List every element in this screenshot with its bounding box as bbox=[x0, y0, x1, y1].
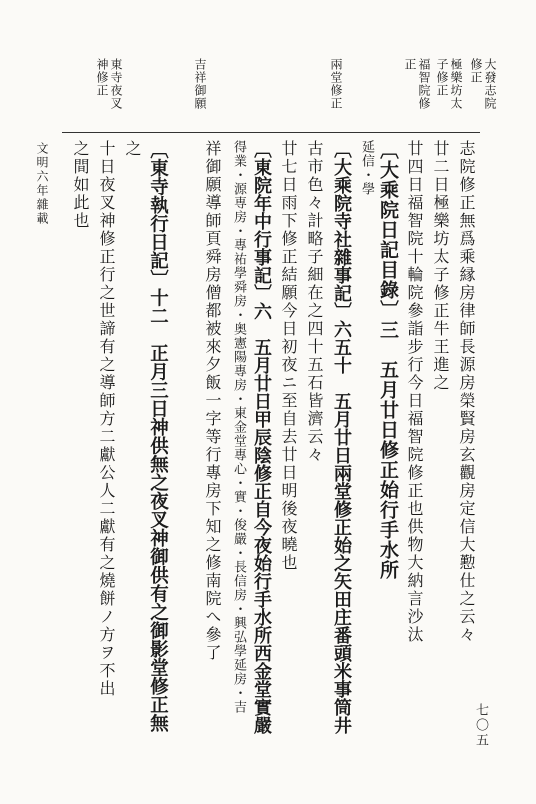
margin-header: 子修正 bbox=[435, 58, 449, 97]
margin-header: 極樂坊太 bbox=[449, 58, 463, 110]
margin-header: 福智院修 bbox=[417, 58, 431, 110]
text-column: 〔東院年中行事記〕六 五月廿日甲辰陰修正自今夜始行手水所西金堂實嚴 bbox=[251, 140, 272, 734]
text-column: 志院修正無爲乘縁房律師長源房榮賢房玄觀房定信大懃仕之云々 bbox=[457, 140, 476, 644]
text-column: 十日夜叉神修正行之世諦有之導師方二獻公人二獻有之燒餅ノ方ヲ不出 bbox=[97, 140, 116, 698]
margin-header: 修正 bbox=[469, 58, 483, 84]
text-column: 廿四日福智院十輪院參詣步行今日福智院修正也供物大納言沙汰 bbox=[405, 140, 424, 644]
text-column: 〔東寺執行日記〕十二 正月三日神供無之夜叉神御供有之御影堂修正無 bbox=[147, 140, 169, 732]
text-column: 之 bbox=[123, 140, 142, 158]
header-rule bbox=[62, 132, 480, 133]
text-column: 延信・學 bbox=[359, 140, 374, 196]
running-head: 文明六年雜載 bbox=[35, 142, 49, 226]
text-column: 之間如此也 bbox=[71, 140, 90, 230]
text-column: 〔大乘院日記目錄〕三 五月廿日修正始行手水所 bbox=[377, 140, 399, 580]
text-column: 〔大乘院寺社雜事記〕六五十 五月廿日兩堂修正始之矢田庄番頭米事筒井 bbox=[331, 140, 352, 734]
text-column: 廿二日極樂坊太子修正牛王進之 bbox=[431, 140, 450, 392]
margin-header: 正 bbox=[403, 58, 417, 71]
margin-header: 東寺夜叉 bbox=[109, 58, 123, 110]
text-column: 祥御願導師頁舜房僧都被來夕飯一字等行專房下知之修南院へ參了 bbox=[203, 140, 222, 662]
margin-header: 大發志院 bbox=[483, 58, 497, 110]
margin-header: 神修正 bbox=[95, 58, 109, 97]
margin-header: 吉祥御願 bbox=[193, 58, 207, 110]
page-number: 七〇五 bbox=[473, 703, 488, 748]
text-column: 廿七日雨下修正結願今日初夜ニ至自去廿日明後夜曉也 bbox=[279, 140, 298, 572]
text-column: 得業・源専房・專祐學舜房・奥憲陽專房・東金堂專心・實・俊嚴・長信房・興弘學延房・吉 bbox=[231, 140, 246, 714]
margin-header: 兩堂修正 bbox=[329, 58, 343, 110]
text-column: 古市色々計略子細在之四十五石皆濟云々 bbox=[305, 140, 324, 464]
